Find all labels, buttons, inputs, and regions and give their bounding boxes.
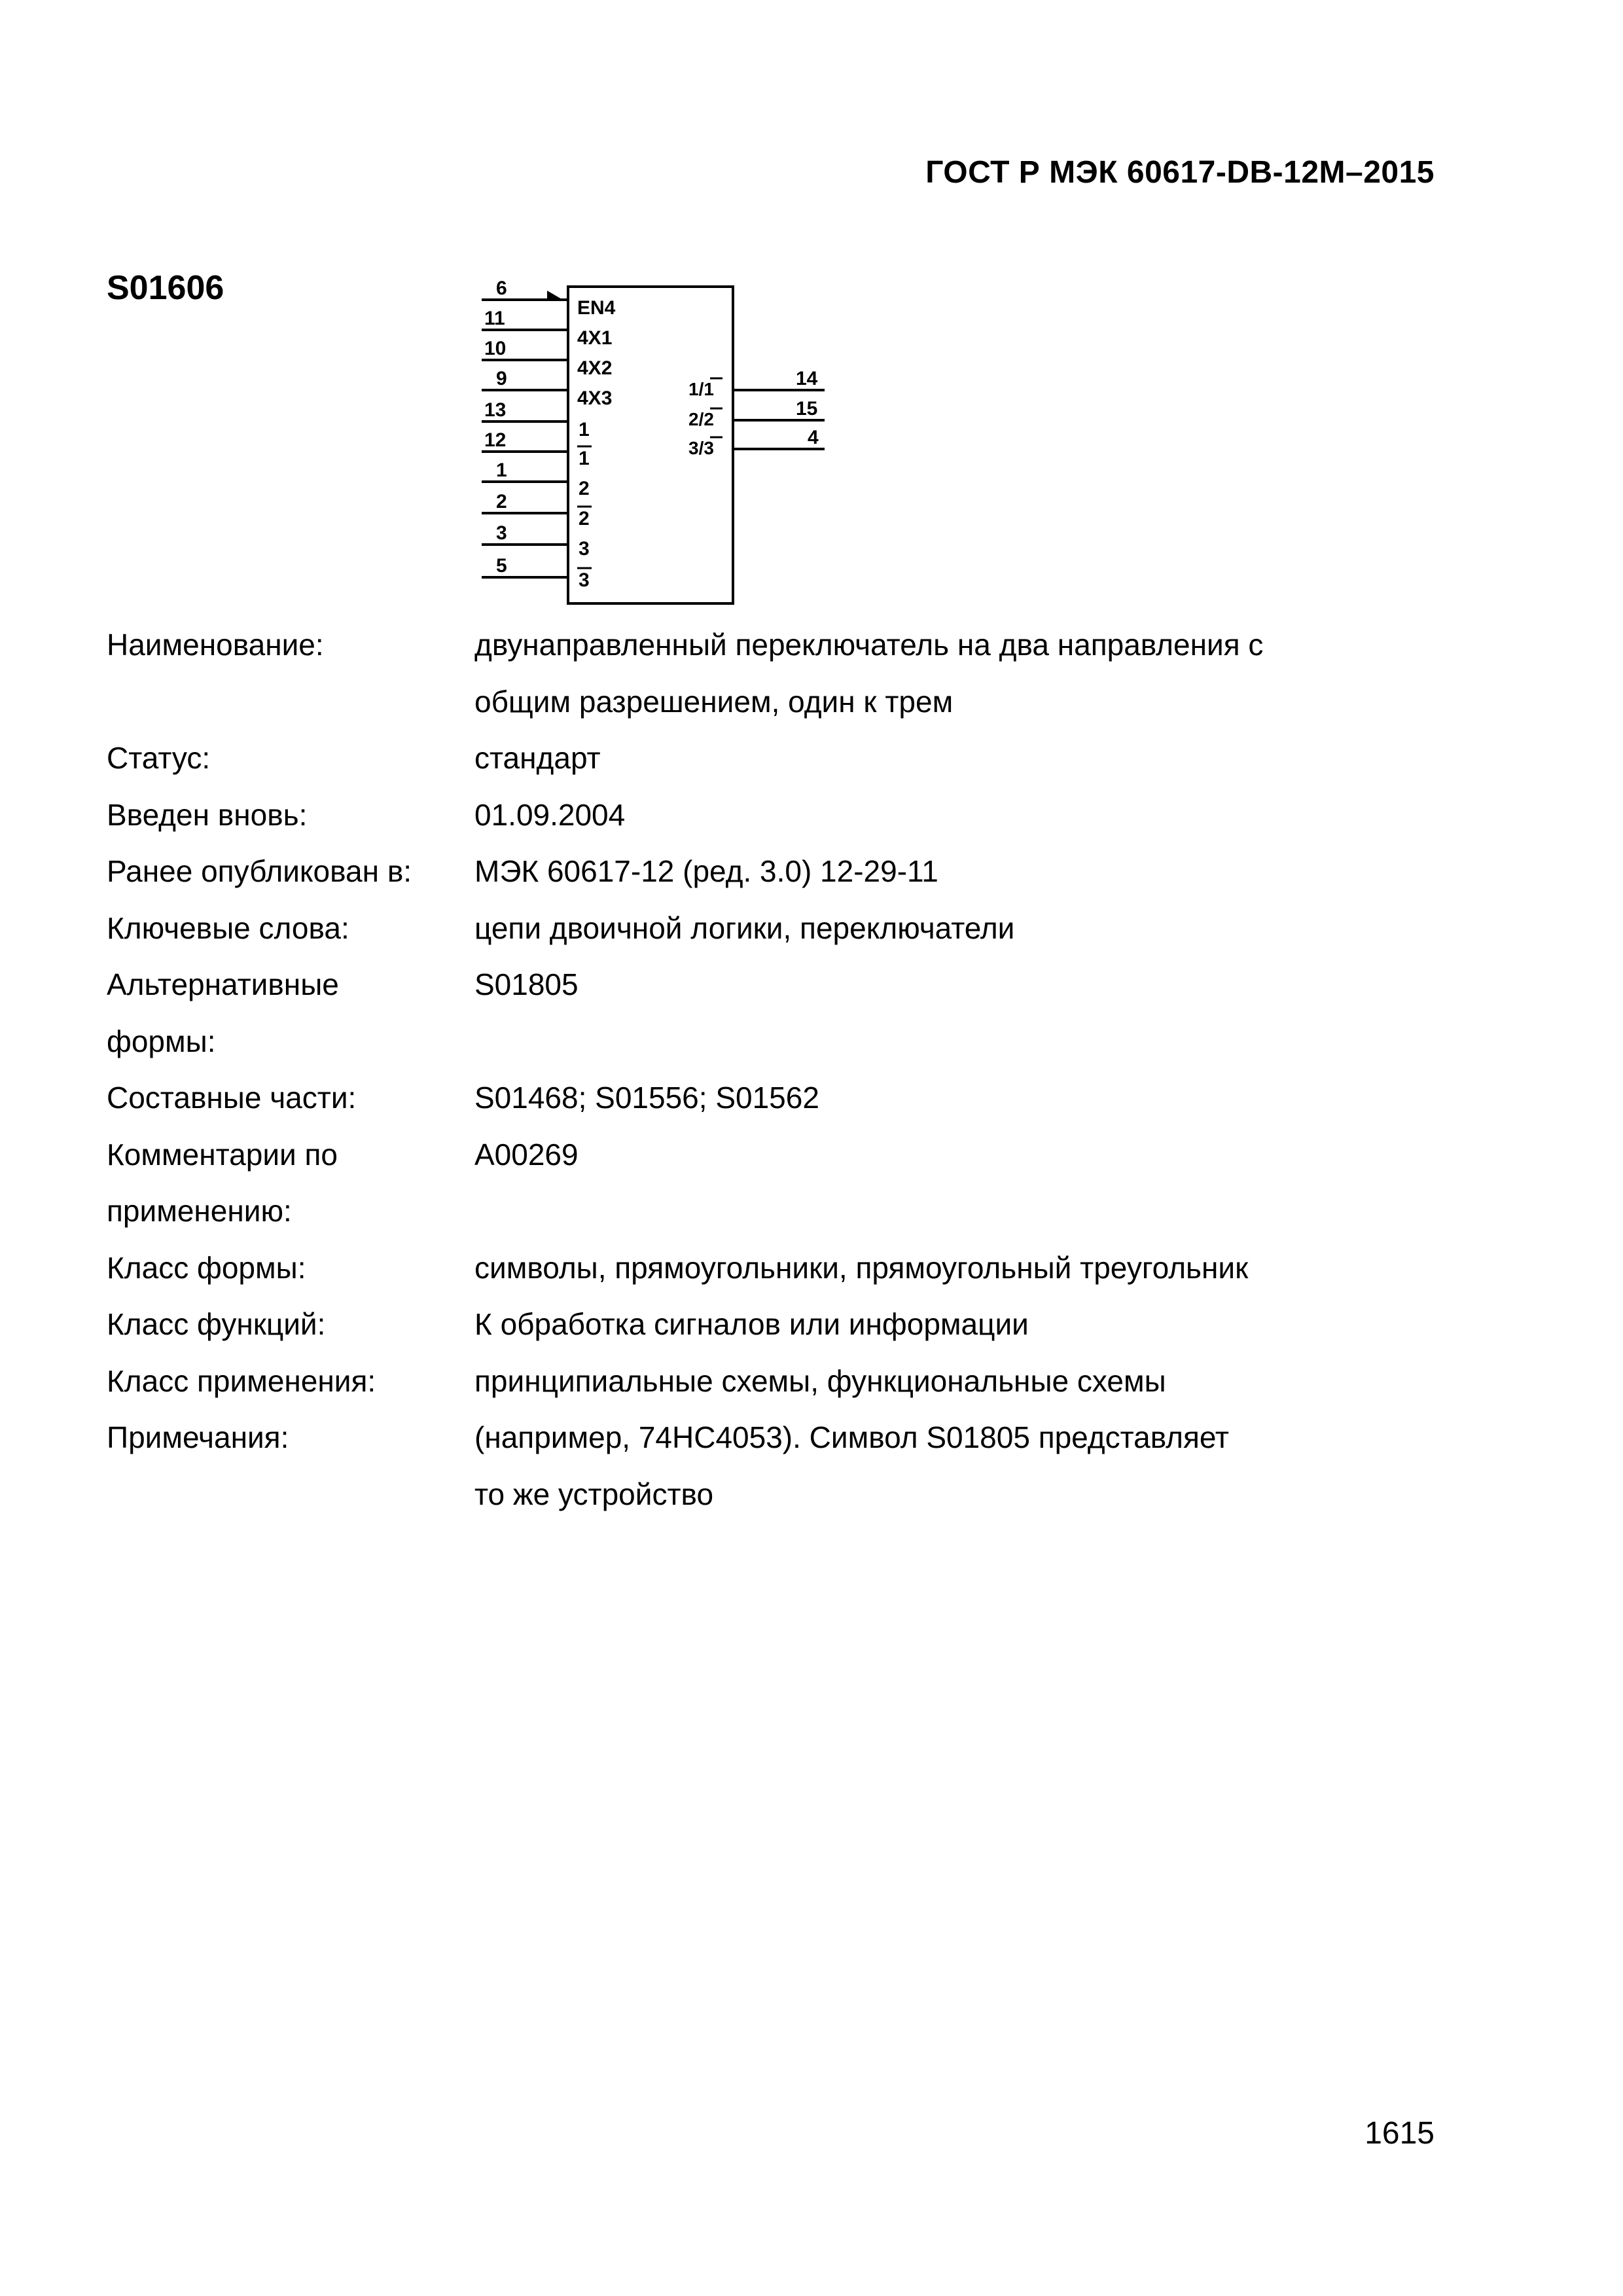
property-value: цепи двоичной логики, переключатели xyxy=(474,910,1015,945)
property-value: (например, 74HC4053). Символ S01805 представляет то же устройство xyxy=(474,1420,1229,1511)
property-label: Класс применения: xyxy=(107,1363,376,1398)
pin-label-6: 6 xyxy=(496,278,507,299)
property-row xyxy=(107,1296,1416,1353)
property-value: S01805 xyxy=(474,967,579,1001)
inner-label-3: 3 xyxy=(579,538,590,560)
logic-symbol-diagram xyxy=(458,262,851,628)
property-label: Ключевые слова: xyxy=(107,910,349,945)
pin-label-9: 9 xyxy=(496,368,507,389)
property-value: 01.09.2004 xyxy=(474,797,626,832)
pin-label-13: 13 xyxy=(484,399,507,421)
property-label: Введен вновь: xyxy=(107,797,308,832)
property-row xyxy=(107,787,1416,844)
inner-label-4x1: 4X1 xyxy=(577,327,613,349)
property-value: К обработка сигналов или информации xyxy=(474,1307,1029,1341)
inner-label-2: 2 xyxy=(579,478,590,499)
inner-label-1: 1 xyxy=(579,419,590,440)
property-row xyxy=(107,1126,1416,1240)
document-header: ГОСТ Р МЭК 60617-DB-12M–2015 xyxy=(925,155,1435,190)
inner-label-en4: EN4 xyxy=(577,297,616,319)
property-label: Комментарии по применению: xyxy=(107,1137,338,1228)
pin-label-10: 10 xyxy=(484,338,507,359)
property-label: Составные части: xyxy=(107,1081,357,1115)
inner-label-3-bar: 3 xyxy=(579,569,590,591)
property-value: стандарт xyxy=(474,741,601,775)
pin-label-14: 14 xyxy=(796,368,818,389)
inner-right-label-3: 3/3 xyxy=(688,438,714,458)
property-row xyxy=(107,730,1416,787)
inner-label-4x2: 4X2 xyxy=(577,357,613,379)
property-label: Класс формы: xyxy=(107,1250,306,1285)
property-value: символы, прямоугольники, прямоугольный треугольник xyxy=(474,1250,1249,1285)
page-number: 1615 xyxy=(1364,2116,1435,2151)
pin-label-11: 11 xyxy=(484,308,505,329)
pin-label-12: 12 xyxy=(484,429,507,451)
property-value: двунаправленный переключатель на два направления с общим разрешением, один к трем xyxy=(474,628,1264,719)
pin-label-3: 3 xyxy=(496,522,507,544)
pin-label-5: 5 xyxy=(496,555,507,577)
inner-label-2-bar: 2 xyxy=(579,508,590,529)
properties-table xyxy=(107,617,1416,1522)
property-value: S01468; S01556; S01562 xyxy=(474,1081,819,1115)
property-row xyxy=(107,843,1416,900)
property-value: МЭК 60617-12 (ред. 3.0) 12-29-11 xyxy=(474,854,938,888)
property-row xyxy=(107,1069,1416,1126)
property-row xyxy=(107,956,1416,1069)
property-row xyxy=(107,1409,1416,1522)
property-value: A00269 xyxy=(474,1137,579,1172)
pin-label-1: 1 xyxy=(496,459,507,481)
property-label: Альтернативные формы: xyxy=(107,967,339,1058)
property-label: Наименование: xyxy=(107,628,324,662)
property-value: принципиальные схемы, функциональные схемы xyxy=(474,1363,1166,1398)
property-row xyxy=(107,1240,1416,1297)
pin-label-4: 4 xyxy=(808,427,819,448)
pin-label-15: 15 xyxy=(796,398,818,420)
enable-triangle xyxy=(547,291,563,300)
inner-right-label-2: 2/2 xyxy=(688,409,714,429)
property-label: Статус: xyxy=(107,741,211,775)
property-row xyxy=(107,900,1416,957)
property-row xyxy=(107,617,1416,730)
symbol-code: S01606 xyxy=(107,269,224,307)
property-label: Примечания: xyxy=(107,1420,289,1454)
property-label: Класс функций: xyxy=(107,1307,326,1341)
property-label: Ранее опубликован в: xyxy=(107,854,412,888)
inner-label-1-bar: 1 xyxy=(579,448,590,469)
property-row xyxy=(107,1353,1416,1410)
inner-right-label-1: 1/1 xyxy=(688,379,714,399)
pin-label-2: 2 xyxy=(496,491,507,512)
inner-label-4x3: 4X3 xyxy=(577,387,613,409)
